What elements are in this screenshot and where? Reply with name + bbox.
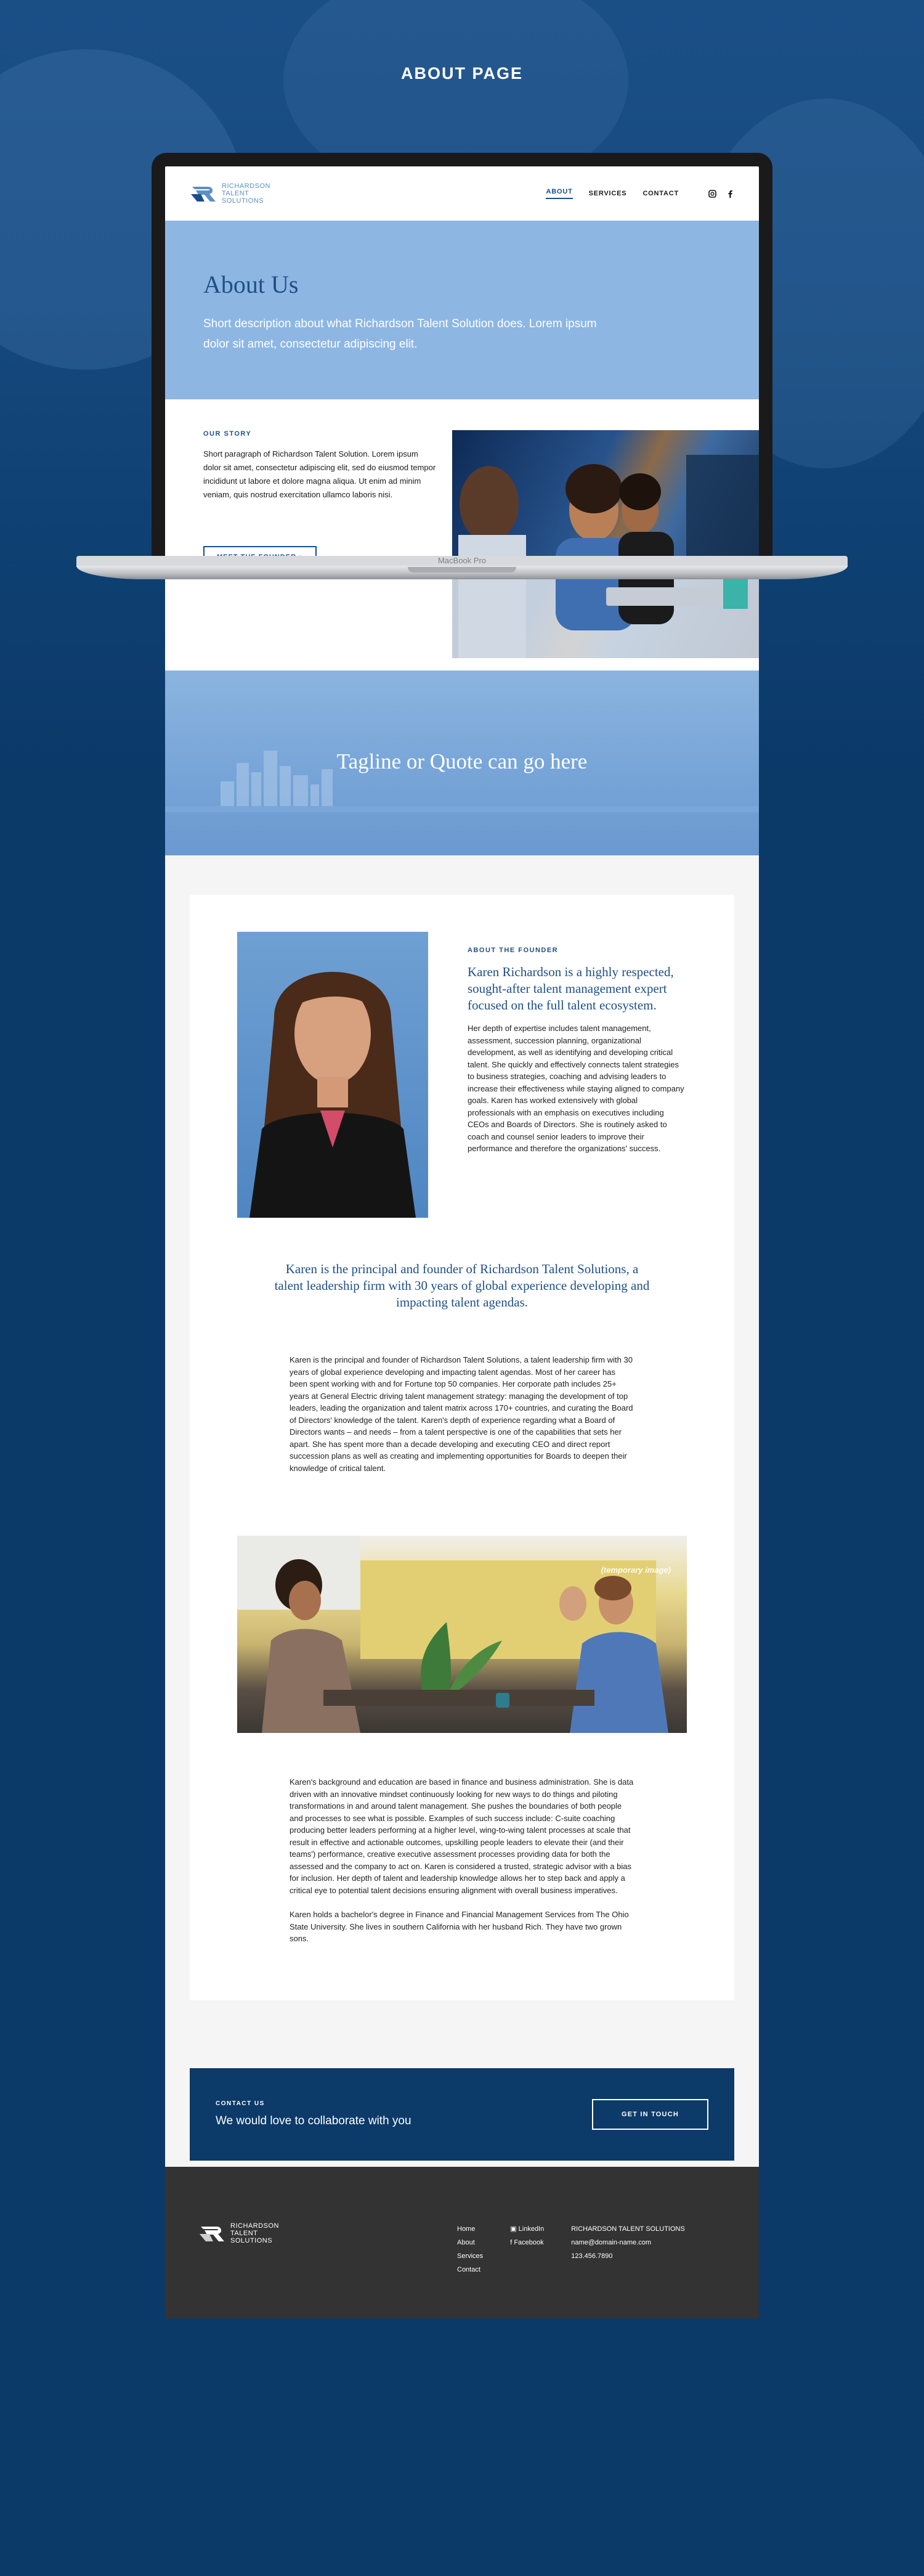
team-photo-illustration — [452, 430, 759, 658]
founder-intro — [237, 932, 687, 1218]
footer-link-contact[interactable]: Contact — [457, 2265, 480, 2273]
story-paragraph: Short paragraph of Richardson Talent Solution. Lorem ipsum dolor sit amet, consectetur adipiscing elit, sed do eiusmod tempor incididunt ut labore et dolore magna aliqua. Ut enim ad minim veniam, quis nostrud exercitation ullamco laboris nisi. — [203, 449, 436, 499]
founder-lead: Karen Richardson is a highly respected, sought-after talent management expert focused on the full talent ecosystem. — [468, 964, 674, 1013]
cta-message: We would love to collaborate with you — [216, 2114, 411, 2127]
footer-logo[interactable] — [198, 2222, 457, 2244]
founder-paragraph-3: Karen holds a bachelor's degree in Finance and Financial Management Services from The Ohio State University. She lives in southern California with her husband Rich. They have two grown sons. — [290, 1910, 629, 1943]
hero-description: Short description about what Richardson Talent Solution does. Lorem ipsum dolor sit amet, consectetur adipiscing elit. — [203, 317, 597, 351]
nav-menu — [546, 188, 734, 199]
page-title: About Us — [203, 271, 299, 298]
founder-section — [165, 855, 759, 2044]
story-eyebrow: OUR STORY — [203, 430, 252, 438]
founder-info — [468, 932, 687, 1218]
instagram-icon[interactable] — [708, 190, 716, 198]
office-meeting-photo — [237, 1536, 687, 1733]
footer-email[interactable]: name@domain-name.com — [571, 2238, 652, 2246]
linkedin-icon: ▣ — [510, 2225, 519, 2233]
footer-link-services[interactable]: Services — [457, 2252, 484, 2260]
founder-portrait — [237, 932, 428, 1218]
team-meeting-photo — [452, 430, 759, 658]
footer-company: RICHARDSON TALENT SOLUTIONS — [571, 2225, 685, 2233]
get-in-touch-button[interactable]: GET IN TOUCH — [592, 2099, 708, 2130]
footer-link-about[interactable]: About — [457, 2238, 475, 2246]
story-text-column — [203, 430, 437, 640]
showcase-title: ABOUT PAGE — [400, 64, 523, 83]
footer-facebook[interactable]: f Facebook — [510, 2238, 544, 2246]
logo-text: RICHARDSON TALENT SOLUTIONS — [222, 182, 270, 205]
site-logo[interactable] — [190, 182, 270, 205]
footer-logo-mark-icon — [198, 2223, 225, 2244]
photo-placeholder-label: (temporary image) — [601, 1565, 671, 1575]
our-story-section — [165, 399, 759, 670]
founder-card — [190, 895, 734, 2000]
founder-portrait-illustration — [237, 932, 428, 1218]
founder-paragraph-1: Karen is the principal and founder of Richardson Talent Solutions, a talent leadership firm with 30 years of global experience developing and impacting talent agendas. Most of her career has been spent working with and for Fortune top 50 companies. Her corporate path includes 25+ years at General Electric driving talent management strategy: managing the development of top leaders, leading the organization and talent matrix across 170+ countries, and curating the Board of Directors' knowledge of the talent. Karen's depth of experience regarding what a Board of Directors wants – and needs – from a talent perspective is one of the capabilities that sets her apart. She has spent more than a decade developing and executing CEO and direct report succession plans as well as creating and implementing opportunities for Boards to deepen their knowledge of critical talent. — [290, 1355, 633, 1473]
nav-link-contact[interactable]: CONTACT — [642, 190, 679, 197]
cta-eyebrow: CONTACT US — [216, 2100, 265, 2107]
founder-pull-quote: Karen is the principal and founder of Richardson Talent Solutions, a talent leadership firm with 30 years of global experience developing and impacting talent agendas. — [274, 1262, 650, 1310]
about-page-mockup — [165, 166, 759, 2318]
nav-social — [708, 190, 734, 198]
top-nav — [165, 166, 759, 221]
founder-paragraph-2: Karen's background and education are based in finance and business administration. She is data driven with an innovative mindset continuously looking for new ways to do things and piloting transformations in and around talent management. She pushes the boundaries of both people and processes to see what is possible. Examples of such success include: C-suite coaching producing better leaders performing at a higher level, wing-to-wing talent processes at scale that result in effective and actionable outcomes, upskilling people leaders to elevate their (and their teams') performance, creative executive assessment processes providing data for both the assessed and the company to act on. Karen is considered a trusted, strategic advisor with a bias for inclusion. Her depth of talent and leadership knowledge allows her to step back and apply a critical eye to potential talent decisions ensuring alignment with overall business imperatives. — [290, 1777, 634, 1895]
facebook-icon[interactable] — [726, 190, 734, 198]
about-hero-banner — [165, 221, 759, 399]
contact-cta — [190, 2068, 734, 2161]
footer-links — [457, 2222, 483, 2318]
laptop-model-label: MacBook Pro — [437, 556, 487, 565]
cta-text — [216, 2100, 411, 2128]
founder-bio: Her depth of expertise includes talent management, assessment, succession planning, organizational development, as well as identifying and developing critical talent. She quickly and effectively connects talent strategies to business strategies, coaching and advising leaders to increase their effectiveness while staying aligned to company goals. Karen has worked extensively with global professionals with an emphasis on executives including CEOs and Boards of Directors. She is routinely asked to coach and counsel senior leaders to improve their performance and therefore the organizations' success. — [468, 1024, 684, 1153]
nav-link-about[interactable]: ABOUT — [546, 188, 572, 199]
nav-link-services[interactable]: SERVICES — [588, 190, 627, 197]
footer-social — [510, 2222, 544, 2318]
logo-mark-icon — [190, 183, 217, 204]
footer-contact — [571, 2222, 685, 2318]
footer-link-home[interactable]: Home — [457, 2225, 476, 2233]
footer-logo-text: RICHARDSON TALENT SOLUTIONS — [230, 2222, 279, 2244]
tagline-banner — [165, 670, 759, 855]
tagline-text: Tagline or Quote can go here — [336, 749, 588, 773]
facebook-icon: f — [510, 2238, 514, 2246]
laptop-notch — [408, 567, 516, 573]
founder-eyebrow: ABOUT THE FOUNDER — [468, 947, 559, 954]
footer-linkedin[interactable]: ▣ LinkedIn — [510, 2225, 545, 2233]
site-footer — [165, 2167, 759, 2318]
footer-phone[interactable]: 123.456.7890 — [571, 2252, 613, 2260]
contact-cta-band — [165, 2044, 759, 2167]
